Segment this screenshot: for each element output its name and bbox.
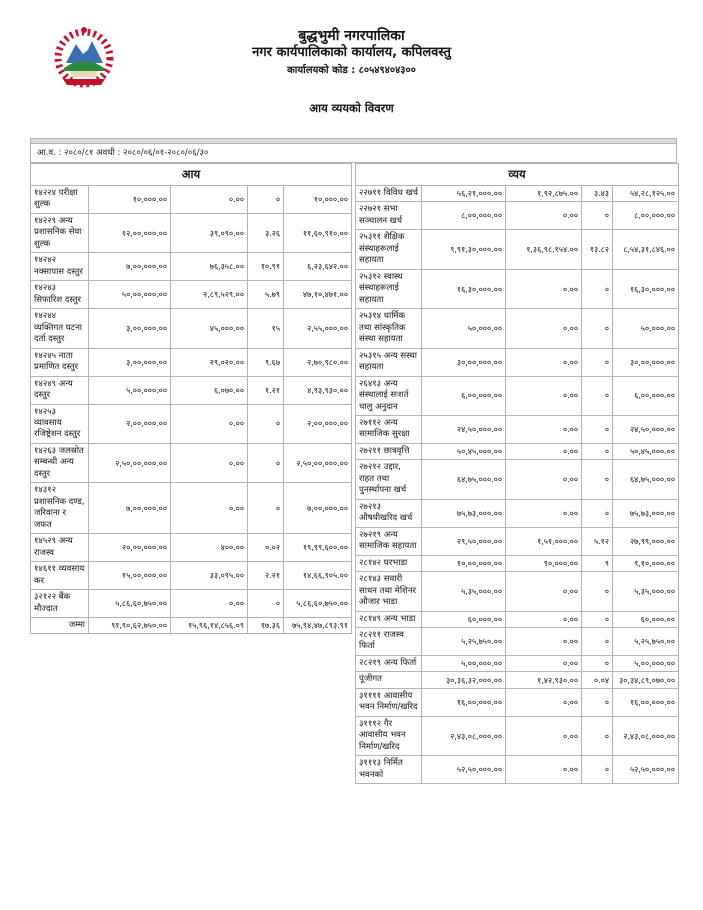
total-budget-amount: ९१,९०,६२,७५०.०० bbox=[89, 618, 171, 634]
budget-amount: ३०,३६,३२,०००.०० bbox=[422, 672, 506, 688]
actual-amount: ०.०० bbox=[506, 716, 582, 755]
actual-amount: ०.०० bbox=[171, 483, 248, 534]
account-label: २७२११ छात्रवृत्ति bbox=[356, 443, 422, 459]
balance-amount: ५४,२८,१२५.०० bbox=[613, 186, 679, 202]
balance-amount: ६४,७५,०००.०० bbox=[613, 460, 679, 499]
account-label: १४२२४ परीक्षा शुल्क bbox=[31, 186, 89, 214]
budget-amount: ५०,०००.०० bbox=[422, 309, 506, 348]
actual-amount: ७६,३५८.०० bbox=[171, 253, 248, 281]
balance-amount: ५२,५०,०००.०० bbox=[613, 756, 679, 784]
budget-amount: ५,००,०००.०० bbox=[89, 376, 171, 404]
percent-value: ० bbox=[248, 483, 284, 534]
budget-amount: ५,००,०००.०० bbox=[422, 655, 506, 671]
balance-amount: ५०,४५,०००.०० bbox=[613, 443, 679, 459]
expenditure-row bbox=[356, 628, 679, 656]
actual-amount: १,९२,८७५.०० bbox=[506, 186, 582, 202]
expenditure-row bbox=[356, 348, 679, 376]
expenditure-row bbox=[356, 376, 679, 415]
account-label: १४२५३ व्यावसाय रजिष्ट्रेशन दस्तुर bbox=[31, 404, 89, 443]
balance-amount: ६०,०००.०० bbox=[613, 611, 679, 627]
balance-amount: ९,१०,०००.०० bbox=[613, 555, 679, 571]
balance-amount: २,४३,०८,०००.०० bbox=[613, 716, 679, 755]
account-label: २८२११ राजस्व फिर्ता bbox=[356, 628, 422, 656]
budget-amount: १५,००,०००.०० bbox=[89, 562, 171, 590]
income-row bbox=[31, 253, 352, 281]
income-row bbox=[31, 213, 352, 252]
actual-amount: ३३,०९५.०० bbox=[171, 562, 248, 590]
balance-amount: १४,६६,९०५.०० bbox=[284, 562, 352, 590]
account-label: २५३१४ धार्मिक तथा सांस्कृतिक संस्था सहायता bbox=[356, 309, 422, 348]
actual-amount: १,५१,०००.०० bbox=[506, 527, 582, 555]
expenditure-row bbox=[356, 460, 679, 499]
balance-amount: २४,५०,०००.०० bbox=[613, 415, 679, 443]
percent-value: ९.६७ bbox=[248, 348, 284, 376]
percent-value: ० bbox=[582, 688, 613, 716]
budget-amount: ७,००,०००.०० bbox=[89, 253, 171, 281]
actual-amount: २,८९,५२९.०० bbox=[171, 281, 248, 309]
balance-amount: ७,००,०००.०० bbox=[284, 483, 352, 534]
actual-amount: ६,०७०.०० bbox=[171, 376, 248, 404]
actual-amount: ०.०० bbox=[506, 499, 582, 527]
income-row bbox=[31, 590, 352, 618]
expenditure-row bbox=[356, 499, 679, 527]
income-row bbox=[31, 376, 352, 404]
balance-amount: ७५,७३,०००.०० bbox=[613, 499, 679, 527]
account-label: २५३१५ अन्य सस्था सहायता bbox=[356, 348, 422, 376]
fiscal-period-line: आ.व. : २०८०/८१ अवधी : २०८०/०६/०१-२०८०/०६/३० bbox=[30, 143, 677, 163]
income-expense-report bbox=[30, 138, 677, 784]
account-label: १४५२९ अन्य राजस्व bbox=[31, 534, 89, 562]
budget-amount: २,५०,००,०००.०० bbox=[89, 443, 171, 482]
account-label: २७२१२ उद्दार, राहत तथा पुनर्स्थापना खर्च bbox=[356, 460, 422, 499]
balance-amount: ५,३५,०००.०० bbox=[613, 572, 679, 611]
budget-amount: ९,९१,३०,०००.०० bbox=[422, 230, 506, 269]
actual-amount: ९०,०००.०० bbox=[506, 555, 582, 571]
expenditure-row bbox=[356, 269, 679, 308]
actual-amount: १,४२,९३०.०० bbox=[506, 672, 582, 688]
expenditure-row bbox=[356, 716, 679, 755]
account-label: १४२६३ जलस्रोत सम्बन्धी अन्य दस्तुर bbox=[31, 443, 89, 482]
budget-amount: ६०,०००.०० bbox=[422, 611, 506, 627]
budget-amount: ५,२५,७५०.०० bbox=[422, 628, 506, 656]
account-label: २६४१३ अन्य संस्थालाई सःशर्त चालु अनुदान bbox=[356, 376, 422, 415]
actual-amount: १,३६,९८,१५४.०० bbox=[506, 230, 582, 269]
expenditure-row bbox=[356, 443, 679, 459]
actual-amount: ०.०० bbox=[506, 376, 582, 415]
office-code: कार्यालयको कोड : ८०५४९४०४३०० bbox=[287, 65, 416, 77]
expenditure-row bbox=[356, 555, 679, 571]
percent-value: ० bbox=[248, 404, 284, 443]
expenditure-row bbox=[356, 572, 679, 611]
balance-amount: १९,९९,६००.०० bbox=[284, 534, 352, 562]
percent-value: ० bbox=[248, 590, 284, 618]
expenditure-row bbox=[356, 202, 679, 230]
budget-amount: २४,५०,०००.०० bbox=[422, 415, 506, 443]
account-label: १४२४४ व्यक्तिगत घटना दर्ता दस्तुर bbox=[31, 309, 89, 348]
percent-value: ५.७९ bbox=[248, 281, 284, 309]
balance-amount: २७,९९,०००.०० bbox=[613, 527, 679, 555]
percent-value: ० bbox=[582, 572, 613, 611]
expenditure-row bbox=[356, 230, 679, 269]
percent-value: ३.२६ bbox=[248, 213, 284, 252]
budget-amount: २,४३,०८,०००.०० bbox=[422, 716, 506, 755]
expenditure-row bbox=[356, 655, 679, 671]
actual-amount: ०.०० bbox=[506, 202, 582, 230]
account-label: २७२१९ अन्य सामाजिक सहायता bbox=[356, 527, 422, 555]
balance-amount: ५,००,०००.०० bbox=[613, 655, 679, 671]
expenditure-row bbox=[356, 527, 679, 555]
account-label: १४२४९ अन्य दस्तुर bbox=[31, 376, 89, 404]
balance-amount: २,५५,०००.०० bbox=[284, 309, 352, 348]
balance-amount: १६,३०,०००.०० bbox=[613, 269, 679, 308]
expenditure-row bbox=[356, 415, 679, 443]
balance-amount: ५०,०००.०० bbox=[613, 309, 679, 348]
account-label: १४२४५ नाता प्रमाणित दस्तुर bbox=[31, 348, 89, 376]
percent-value: ० bbox=[582, 376, 613, 415]
budget-amount: ३०,००,०००.०० bbox=[422, 348, 506, 376]
actual-amount: ०.०० bbox=[171, 404, 248, 443]
percent-value: ० bbox=[582, 499, 613, 527]
account-label: ३१११२ गैर आवासीय भवन निर्माण/खरिद bbox=[356, 716, 422, 755]
income-row bbox=[31, 186, 352, 214]
income-row bbox=[31, 483, 352, 534]
total-actual-amount: १५,९६,१४,८५६.०९ bbox=[171, 618, 248, 634]
account-label: पूंजीगत bbox=[356, 672, 422, 688]
expenditure-section-header: व्यय bbox=[356, 164, 679, 186]
account-label: २७२१३ औषधीखरिद खर्च bbox=[356, 499, 422, 527]
balance-amount: २,७०,९८०.०० bbox=[284, 348, 352, 376]
budget-amount: १०,००,०००.०० bbox=[422, 555, 506, 571]
budget-amount: ५६,२१,०००.०० bbox=[422, 186, 506, 202]
actual-amount: ०.०० bbox=[171, 590, 248, 618]
percent-value: ० bbox=[582, 348, 613, 376]
budget-amount: २०,००,०००.०० bbox=[89, 534, 171, 562]
page-title: आय व्ययको विवरण bbox=[309, 101, 394, 116]
actual-amount: ०.०० bbox=[506, 269, 582, 308]
budget-amount: १२,००,०००.०० bbox=[89, 213, 171, 252]
expenditure-row bbox=[356, 756, 679, 784]
budget-amount: १६,३०,०००.०० bbox=[422, 269, 506, 308]
balance-amount: ८,००,०००.०० bbox=[613, 202, 679, 230]
percent-value: ० bbox=[582, 756, 613, 784]
expenditure-row bbox=[356, 611, 679, 627]
budget-amount: ६,००,०००.०० bbox=[422, 376, 506, 415]
actual-amount: ०.०० bbox=[506, 688, 582, 716]
percent-value: ० bbox=[582, 309, 613, 348]
income-row bbox=[31, 309, 352, 348]
actual-amount: ०.०० bbox=[506, 628, 582, 656]
percent-value: ० bbox=[582, 716, 613, 755]
percent-value: ० bbox=[582, 628, 613, 656]
account-label: २२७२१ सभा सञ्चालन खर्च bbox=[356, 202, 422, 230]
income-row bbox=[31, 534, 352, 562]
account-label: १४२४२ नक्सापास दस्तुर bbox=[31, 253, 89, 281]
expenditure-row bbox=[356, 186, 679, 202]
percent-value: ३.४३ bbox=[582, 186, 613, 202]
expenditure-table bbox=[355, 163, 679, 784]
municipality-name: बुद्धभुमी नगरपालिका bbox=[298, 28, 405, 44]
balance-amount: ५,२५,७५०.०० bbox=[613, 628, 679, 656]
actual-amount: ०.०० bbox=[506, 348, 582, 376]
municipality-logo-icon bbox=[54, 26, 114, 92]
account-label: २५३११ शैक्षिक संस्थाहरूलाई सहायता bbox=[356, 230, 422, 269]
percent-value: ०.०२ bbox=[248, 534, 284, 562]
tables-container bbox=[30, 163, 677, 784]
income-row bbox=[31, 404, 352, 443]
account-label: ३२१२२ बैंक मौज्दात bbox=[31, 590, 89, 618]
account-label: १४३१२ प्रशासनिक दण्ड, जरिवाना र जफत bbox=[31, 483, 89, 534]
actual-amount: ०.०० bbox=[506, 572, 582, 611]
budget-amount: ५०,४५,०००.०० bbox=[422, 443, 506, 459]
balance-amount: ८,५४,३१,८४६.०० bbox=[613, 230, 679, 269]
income-row bbox=[31, 443, 352, 482]
percent-value: १.२१ bbox=[248, 376, 284, 404]
income-table bbox=[30, 163, 352, 634]
balance-amount: २,५०,००,०००.०० bbox=[284, 443, 352, 482]
actual-amount: ०.०० bbox=[171, 443, 248, 482]
actual-amount: ३९,०९०.०० bbox=[171, 213, 248, 252]
budget-amount: ५,३५,०००.०० bbox=[422, 572, 506, 611]
actual-amount: ०.०० bbox=[506, 460, 582, 499]
total-balance-amount: ७५,९४,४७,८९३.९१ bbox=[284, 618, 352, 634]
balance-amount: ५,८६,६०,७५०.०० bbox=[284, 590, 352, 618]
account-label: २८१४९ अन्य भाडा bbox=[356, 611, 422, 627]
actual-amount: ०.०० bbox=[506, 415, 582, 443]
budget-amount: २,००,०००.०० bbox=[89, 404, 171, 443]
percent-value: ० bbox=[582, 655, 613, 671]
balance-amount: १०,०००.०० bbox=[284, 186, 352, 214]
income-section-header: आय bbox=[31, 164, 352, 186]
percent-value: ० bbox=[582, 415, 613, 443]
budget-amount: २९,५०,०००.०० bbox=[422, 527, 506, 555]
account-label: १४६११ व्यवसाय कर bbox=[31, 562, 89, 590]
percent-value: ० bbox=[248, 186, 284, 214]
percent-value: ० bbox=[582, 269, 613, 308]
account-label: २२७११ विविध खर्च bbox=[356, 186, 422, 202]
expenditure-row bbox=[356, 688, 679, 716]
percent-value: ० bbox=[248, 443, 284, 482]
office-name: नगर कार्यपालिकाको कार्यालय, कपिलवस्तु bbox=[252, 45, 451, 61]
budget-amount: ५२,५०,०००.०० bbox=[422, 756, 506, 784]
balance-amount: १६,००,०००.०० bbox=[613, 688, 679, 716]
account-label: २८१४३ सवारी साधन तथा मेशिनर औजार भाडा bbox=[356, 572, 422, 611]
actual-amount: ०.०० bbox=[506, 611, 582, 627]
total-percent-value: १७.३६ bbox=[248, 618, 284, 634]
actual-amount: ०.०० bbox=[171, 186, 248, 214]
budget-amount: ५,८६,६०,७५०.०० bbox=[89, 590, 171, 618]
balance-amount: ४७,१०,४७१.०० bbox=[284, 281, 352, 309]
actual-amount: ०.०० bbox=[506, 309, 582, 348]
balance-amount: २,००,०००.०० bbox=[284, 404, 352, 443]
income-total-row bbox=[31, 618, 352, 634]
balance-amount: ३०,३४,८९,०७०.०० bbox=[613, 672, 679, 688]
account-label: १४२२९ अन्य प्रशासनिक सेवा शुल्क bbox=[31, 213, 89, 252]
income-row bbox=[31, 562, 352, 590]
account-label: २८१४२ घरभाडा bbox=[356, 555, 422, 571]
percent-value: १५ bbox=[248, 309, 284, 348]
budget-amount: १६,००,०००.०० bbox=[422, 688, 506, 716]
actual-amount: २९,०२०.०० bbox=[171, 348, 248, 376]
account-label: २५३१२ स्वास्थ संस्थाहरूलाई सहायता bbox=[356, 269, 422, 308]
expenditure-row bbox=[356, 672, 679, 688]
balance-amount: ६,२३,६४२.०० bbox=[284, 253, 352, 281]
balance-amount: ६,००,०००.०० bbox=[613, 376, 679, 415]
budget-amount: ३,००,०००.०० bbox=[89, 309, 171, 348]
account-label: २७११२ अन्य सामाजिक सुरक्षा bbox=[356, 415, 422, 443]
budget-amount: ७५,७३,०००.०० bbox=[422, 499, 506, 527]
budget-amount: १०,०००.०० bbox=[89, 186, 171, 214]
actual-amount: ०.०० bbox=[506, 655, 582, 671]
income-row bbox=[31, 348, 352, 376]
percent-value: १३.८२ bbox=[582, 230, 613, 269]
balance-amount: ३०,००,०००.०० bbox=[613, 348, 679, 376]
balance-amount: ४,९३,९३०.०० bbox=[284, 376, 352, 404]
balance-amount: ११,६०,९१०.०० bbox=[284, 213, 352, 252]
actual-amount: ०.०० bbox=[506, 443, 582, 459]
account-label: ३११११ आवासीय भवन निर्माण/खरिद bbox=[356, 688, 422, 716]
account-label: २८२१९ अन्य फिर्ता bbox=[356, 655, 422, 671]
actual-amount: ४५,०००.०० bbox=[171, 309, 248, 348]
account-label: १४२४३ सिफारिश दस्तुर bbox=[31, 281, 89, 309]
percent-value: ० bbox=[582, 443, 613, 459]
percent-value: ० bbox=[582, 202, 613, 230]
percent-value: ५.१२ bbox=[582, 527, 613, 555]
actual-amount: ४००.०० bbox=[171, 534, 248, 562]
percent-value: ० bbox=[582, 460, 613, 499]
budget-amount: ८,००,०००.०० bbox=[422, 202, 506, 230]
percent-value: १०.९१ bbox=[248, 253, 284, 281]
expenditure-row bbox=[356, 309, 679, 348]
account-label: ३१११३ निर्मित भवनको bbox=[356, 756, 422, 784]
budget-amount: ५०,००,०००.०० bbox=[89, 281, 171, 309]
percent-value: ०.०४ bbox=[582, 672, 613, 688]
total-label: जम्मा bbox=[31, 618, 89, 634]
percent-value: ९ bbox=[582, 555, 613, 571]
percent-value: ० bbox=[582, 611, 613, 627]
budget-amount: ३,००,०००.०० bbox=[89, 348, 171, 376]
actual-amount: ०.०० bbox=[506, 756, 582, 784]
percent-value: २.२१ bbox=[248, 562, 284, 590]
income-row bbox=[31, 281, 352, 309]
budget-amount: ७,००,०००.०० bbox=[89, 483, 171, 534]
budget-amount: ६४,७५,०००.०० bbox=[422, 460, 506, 499]
